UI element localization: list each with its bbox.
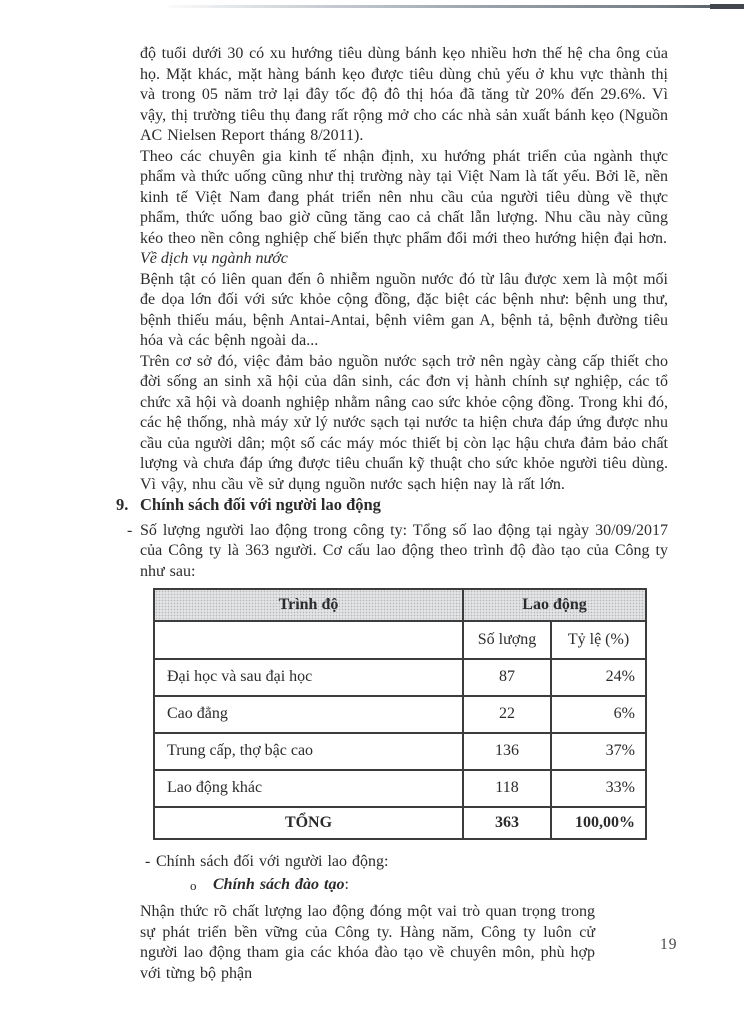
cell-percent: 37%: [551, 733, 646, 770]
table-row: [154, 770, 646, 807]
paragraph-candy-consumption: độ tuổi dưới 30 có xu hướng tiêu dùng bánh kẹo nhiều hơn thế hệ cha ông của họ. Mặt khác, mặt hàng bánh kẹo được tiêu dùng chủ yếu ở khu vực thành thị và trong 05 năm trở lại đây tốc độ đô thị hóa đã tăng từ 20% đến 29.6%. Vì vậy, thị trường tiêu thụ đang rất rộng mở cho các nhà sản xuất bánh kẹo (Nguồn AC Nielsen Report tháng 8/2011).: [140, 45, 668, 144]
table-total-row: [154, 807, 646, 839]
bullet-labor-count: [127, 521, 668, 583]
section-9-heading: [116, 495, 668, 516]
section-title: Chính sách đối với người lao động: [140, 495, 381, 514]
bullet-labor-policy-text: Chính sách đối với người lao động:: [156, 853, 389, 870]
training-policy-colon: :: [344, 875, 349, 893]
cell-level: Cao đẳng: [154, 696, 463, 733]
column-header-level: Trình độ: [154, 589, 463, 621]
cell-percent: 24%: [551, 659, 646, 696]
page-content: [116, 44, 668, 984]
cell-level: Trung cấp, thợ bậc cao: [154, 733, 463, 770]
dash-bullet-marker: -: [127, 521, 133, 539]
paragraph-training-detail: Nhận thức rõ chất lượng lao động đóng một vai trò quan trọng trong sự phát triển bền vững của Công ty. Hàng năm, Công ty luôn cử người lao động tham gia các khóa đào tạo về chuyên môn, phù hợp với từng bộ phận: [140, 903, 595, 982]
cell-total-quantity: 363: [463, 807, 551, 839]
cell-quantity: 118: [463, 770, 551, 807]
water-services-heading: Về dịch vụ ngành nước: [140, 250, 288, 267]
page-number: 19: [660, 936, 678, 953]
table-header-group-row: [154, 589, 646, 621]
dash-bullet-marker: -: [145, 853, 151, 870]
column-header-empty: [154, 621, 463, 659]
table-row: [154, 659, 646, 696]
paragraph-water-disease: Bệnh tật có liên quan đến ô nhiễm nguồn nước đó từ lâu được xem là một mối đe dọa lớn đối với sức khỏe cộng đồng, đặc biệt các bệnh như: bệnh ung thư, bệnh thiếu máu, bệnh Antai-Antai, bệnh viêm gan A, bệnh tả, bệnh đường tiêu hóa và các bệnh ngoài da...: [140, 270, 668, 349]
bullet-labor-policy: [145, 852, 668, 873]
paragraph-clean-water-need: Trên cơ sở đó, việc đảm bảo nguồn nước sạch trở nên ngày càng cấp thiết cho đời sống an sinh xã hội của dân sinh, các đơn vị hành chính sự nghiệp, các tổ chức xã hội và doanh nghiệp nhằm nâng cao sức khỏe cộng đồng. Trong khi đó, các hệ thống, nhà máy xử lý nước sạch tại nước ta hiện chưa đáp ứng được nhu cầu của người dân; một số các máy móc thiết bị còn lạc hậu chưa đảm bảo chất lượng và chưa đáp ứng được tiêu chuẩn kỹ thuật cho sức khỏe người tiêu dùng. Vì vậy, nhu cầu về sử dụng nguồn nước sạch hiện nay là rất lớn.: [140, 352, 668, 493]
table-subheader-row: [154, 621, 646, 659]
cell-total-percent: 100,00%: [551, 807, 646, 839]
labor-structure-table: [153, 588, 647, 840]
section-number: 9.: [116, 495, 129, 514]
column-header-percent: Tỷ lệ (%): [551, 621, 646, 659]
cell-level: Đại học và sau đại học: [154, 659, 463, 696]
column-header-quantity: Số lượng: [463, 621, 551, 659]
cell-level: Lao động khác: [154, 770, 463, 807]
training-policy-title: Chính sách đào tạo: [213, 875, 345, 893]
table-row: [154, 696, 646, 733]
cell-total-label: TỔNG: [154, 807, 463, 839]
column-header-labor: Lao động: [463, 589, 646, 621]
cell-percent: 33%: [551, 770, 646, 807]
cell-quantity: 22: [463, 696, 551, 733]
bullet-labor-count-text: Số lượng người lao động trong công ty: Tổng số lao động tại ngày 30/09/2017 của Công ty là 363 người. Cơ cấu lao động theo trình độ đào tạo của Công ty như sau:: [140, 521, 668, 580]
cell-quantity: 87: [463, 659, 551, 696]
bullet-training-policy: [190, 875, 668, 897]
circle-bullet-marker: o: [190, 877, 197, 893]
table-row: [154, 733, 646, 770]
scan-artifact-line: [168, 5, 744, 8]
scan-artifact-cap: [710, 4, 744, 9]
cell-quantity: 136: [463, 733, 551, 770]
cell-percent: 6%: [551, 696, 646, 733]
paragraph-food-beverage-trend: Theo các chuyên gia kinh tế nhận định, xu hướng phát triển của ngành thực phẩm và thức uống cũng như thị trường này tại Việt Nam là tất yếu. Bởi lẽ, nền kinh tế Việt Nam đang phát triển nên nhu cầu của người tiêu dùng về thực phẩm, thức uống bao giờ cũng tăng cao cả chất lẫn lượng. Nhu cầu này cũng kéo theo nền công nghiệp chế biến thực phẩm đổi mới theo hướng hiện đại hơn.: [140, 147, 668, 247]
